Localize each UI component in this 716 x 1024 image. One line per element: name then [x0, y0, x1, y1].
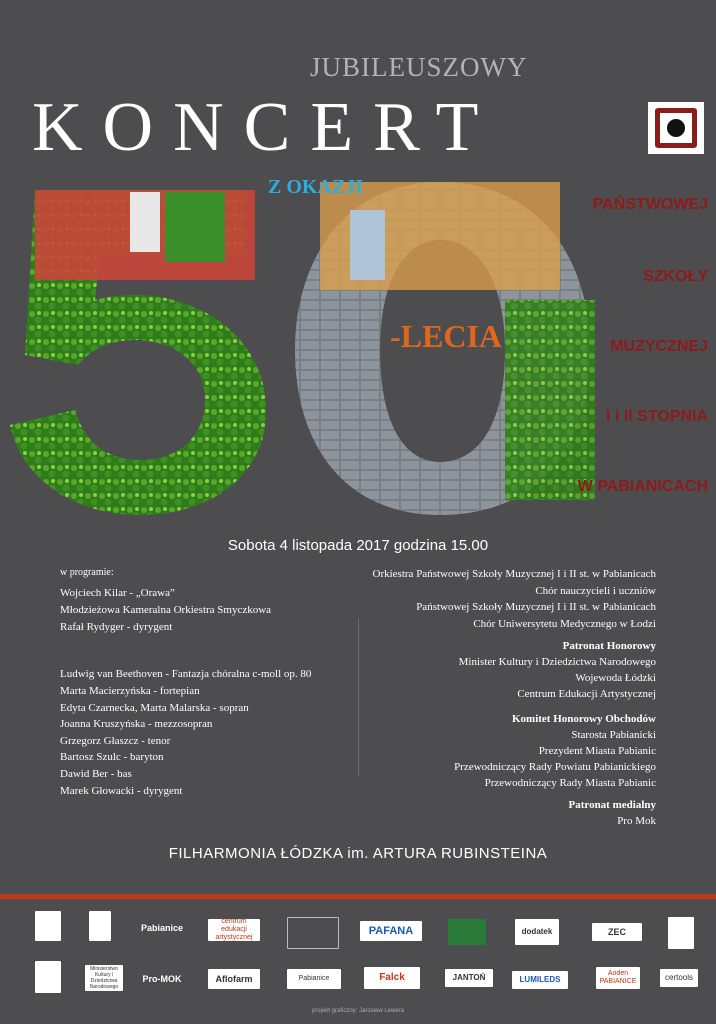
sponsor-logo: Ministerstwo Kultury i Dziedzictwa Narodowego [85, 965, 123, 991]
subtitle: JUBILEUSZOWY [310, 52, 528, 82]
sponsor-logo [448, 919, 486, 945]
sponsor-logo [35, 911, 61, 941]
honorary-patron: Minister Kultury i Dziedzictwa Narodowego [458, 656, 656, 668]
page-title: KONCERT [32, 89, 499, 166]
sponsor-logo: certools [660, 969, 698, 987]
sponsor-logo: Pabianice [140, 923, 184, 933]
sponsor-logo: Pabianice [287, 969, 341, 989]
honorary-patronage-heading: Patronat Honorowy [562, 640, 656, 652]
sponsor-logo: Aoden PABIANICE [596, 967, 640, 989]
sponsor-logo [35, 961, 61, 993]
performer-line: Państwowej Szkoły Muzycznej I i II st. w Pabianicach [416, 601, 656, 613]
sponsor-logo [89, 911, 111, 941]
media-patron: Pro Mok [617, 815, 656, 827]
program-item: Ludwig van Beethoven - Fantazja chóralna c-moll op. 80 [60, 668, 312, 680]
column-divider [358, 618, 359, 776]
honorary-patron: Centrum Edukacji Artystycznej [517, 688, 656, 700]
event-date: Sobota 4 listopada 2017 godzina 15.00 [227, 537, 489, 554]
program-item: Joanna Kruszyńska - mezzosopran [60, 718, 213, 730]
committee-member: Przewodniczący Rady Miasta Pabianic [484, 777, 656, 789]
school-line: SZKOŁY [643, 268, 708, 285]
performer-line: Chór nauczycieli i uczniów [535, 585, 656, 597]
school-logo [648, 102, 704, 154]
anniversary-suffix: -LECIA [390, 318, 503, 354]
program-item: Marek Głowacki - dyrygent [60, 785, 183, 797]
performer-line: Chór Uniwersytetu Medycznego w Łodzi [473, 618, 656, 630]
program-item: Bartosz Szulc - baryton [60, 751, 164, 763]
sponsor-logo [668, 917, 694, 949]
sponsor-logo: LUMILEDS [512, 971, 568, 989]
program-item: Wojciech Kilar - „Orawa” [60, 587, 175, 599]
sponsor-logo: dodatek [515, 919, 559, 945]
occasion-label: Z OKAZJI [268, 176, 364, 198]
event-venue: FILHARMONIA ŁÓDZKA im. ARTURA RUBINSTEINA [168, 845, 548, 862]
sponsor-logo: centrum edukacji artystycznej [208, 919, 260, 941]
sponsor-logo: JANTOŃ [445, 969, 493, 987]
sponsor-logo [287, 917, 339, 949]
school-line: W PABIANICACH [577, 478, 708, 495]
sponsor-logos [0, 899, 716, 1024]
design-credit: projekt graficzny: Jarosław Lewera [311, 1008, 405, 1014]
sponsor-logo: Aflofarm [208, 969, 260, 989]
program-item: Młodzieżowa Kameralna Orkiestra Smyczkowa [60, 604, 272, 616]
sponsor-logo: Pro-MOK [142, 974, 182, 984]
program-item: Marta Macierzyńska - fortepian [60, 685, 200, 697]
program-heading: w programie: [60, 567, 114, 578]
committee-member: Starosta Pabianicki [571, 729, 656, 741]
program-item: Grzegorz Głaszcz - tenor [60, 735, 171, 747]
sponsor-logo: ZEC [592, 923, 642, 941]
program-item: Rafał Rydyger - dyrygent [60, 621, 173, 633]
program-item: Edyta Czarnecka, Marta Malarska - sopran [60, 702, 249, 714]
committee-heading: Komitet Honorowy Obchodów [511, 713, 656, 725]
program-item: Dawid Ber - bas [60, 768, 132, 780]
school-line: MUZYCZNEJ [610, 338, 708, 355]
honorary-patron: Wojewoda Łódzki [575, 672, 656, 684]
committee-member: Prezydent Miasta Pabianic [538, 745, 656, 757]
anniversary-graphic [0, 170, 600, 530]
committee-member: Przewodniczący Rady Powiatu Pabianickiego [454, 761, 656, 773]
performer-line: Orkiestra Państwowej Szkoły Muzycznej I i II st. w Pabianicach [372, 568, 656, 580]
sponsor-logo: PAFANA [360, 921, 422, 941]
media-patronage-heading: Patronat medialny [568, 799, 656, 811]
school-line: I i II STOPNIA [606, 408, 708, 425]
sponsor-logo: Falck [364, 967, 420, 989]
school-line: PAŃSTWOWEJ [592, 196, 708, 213]
